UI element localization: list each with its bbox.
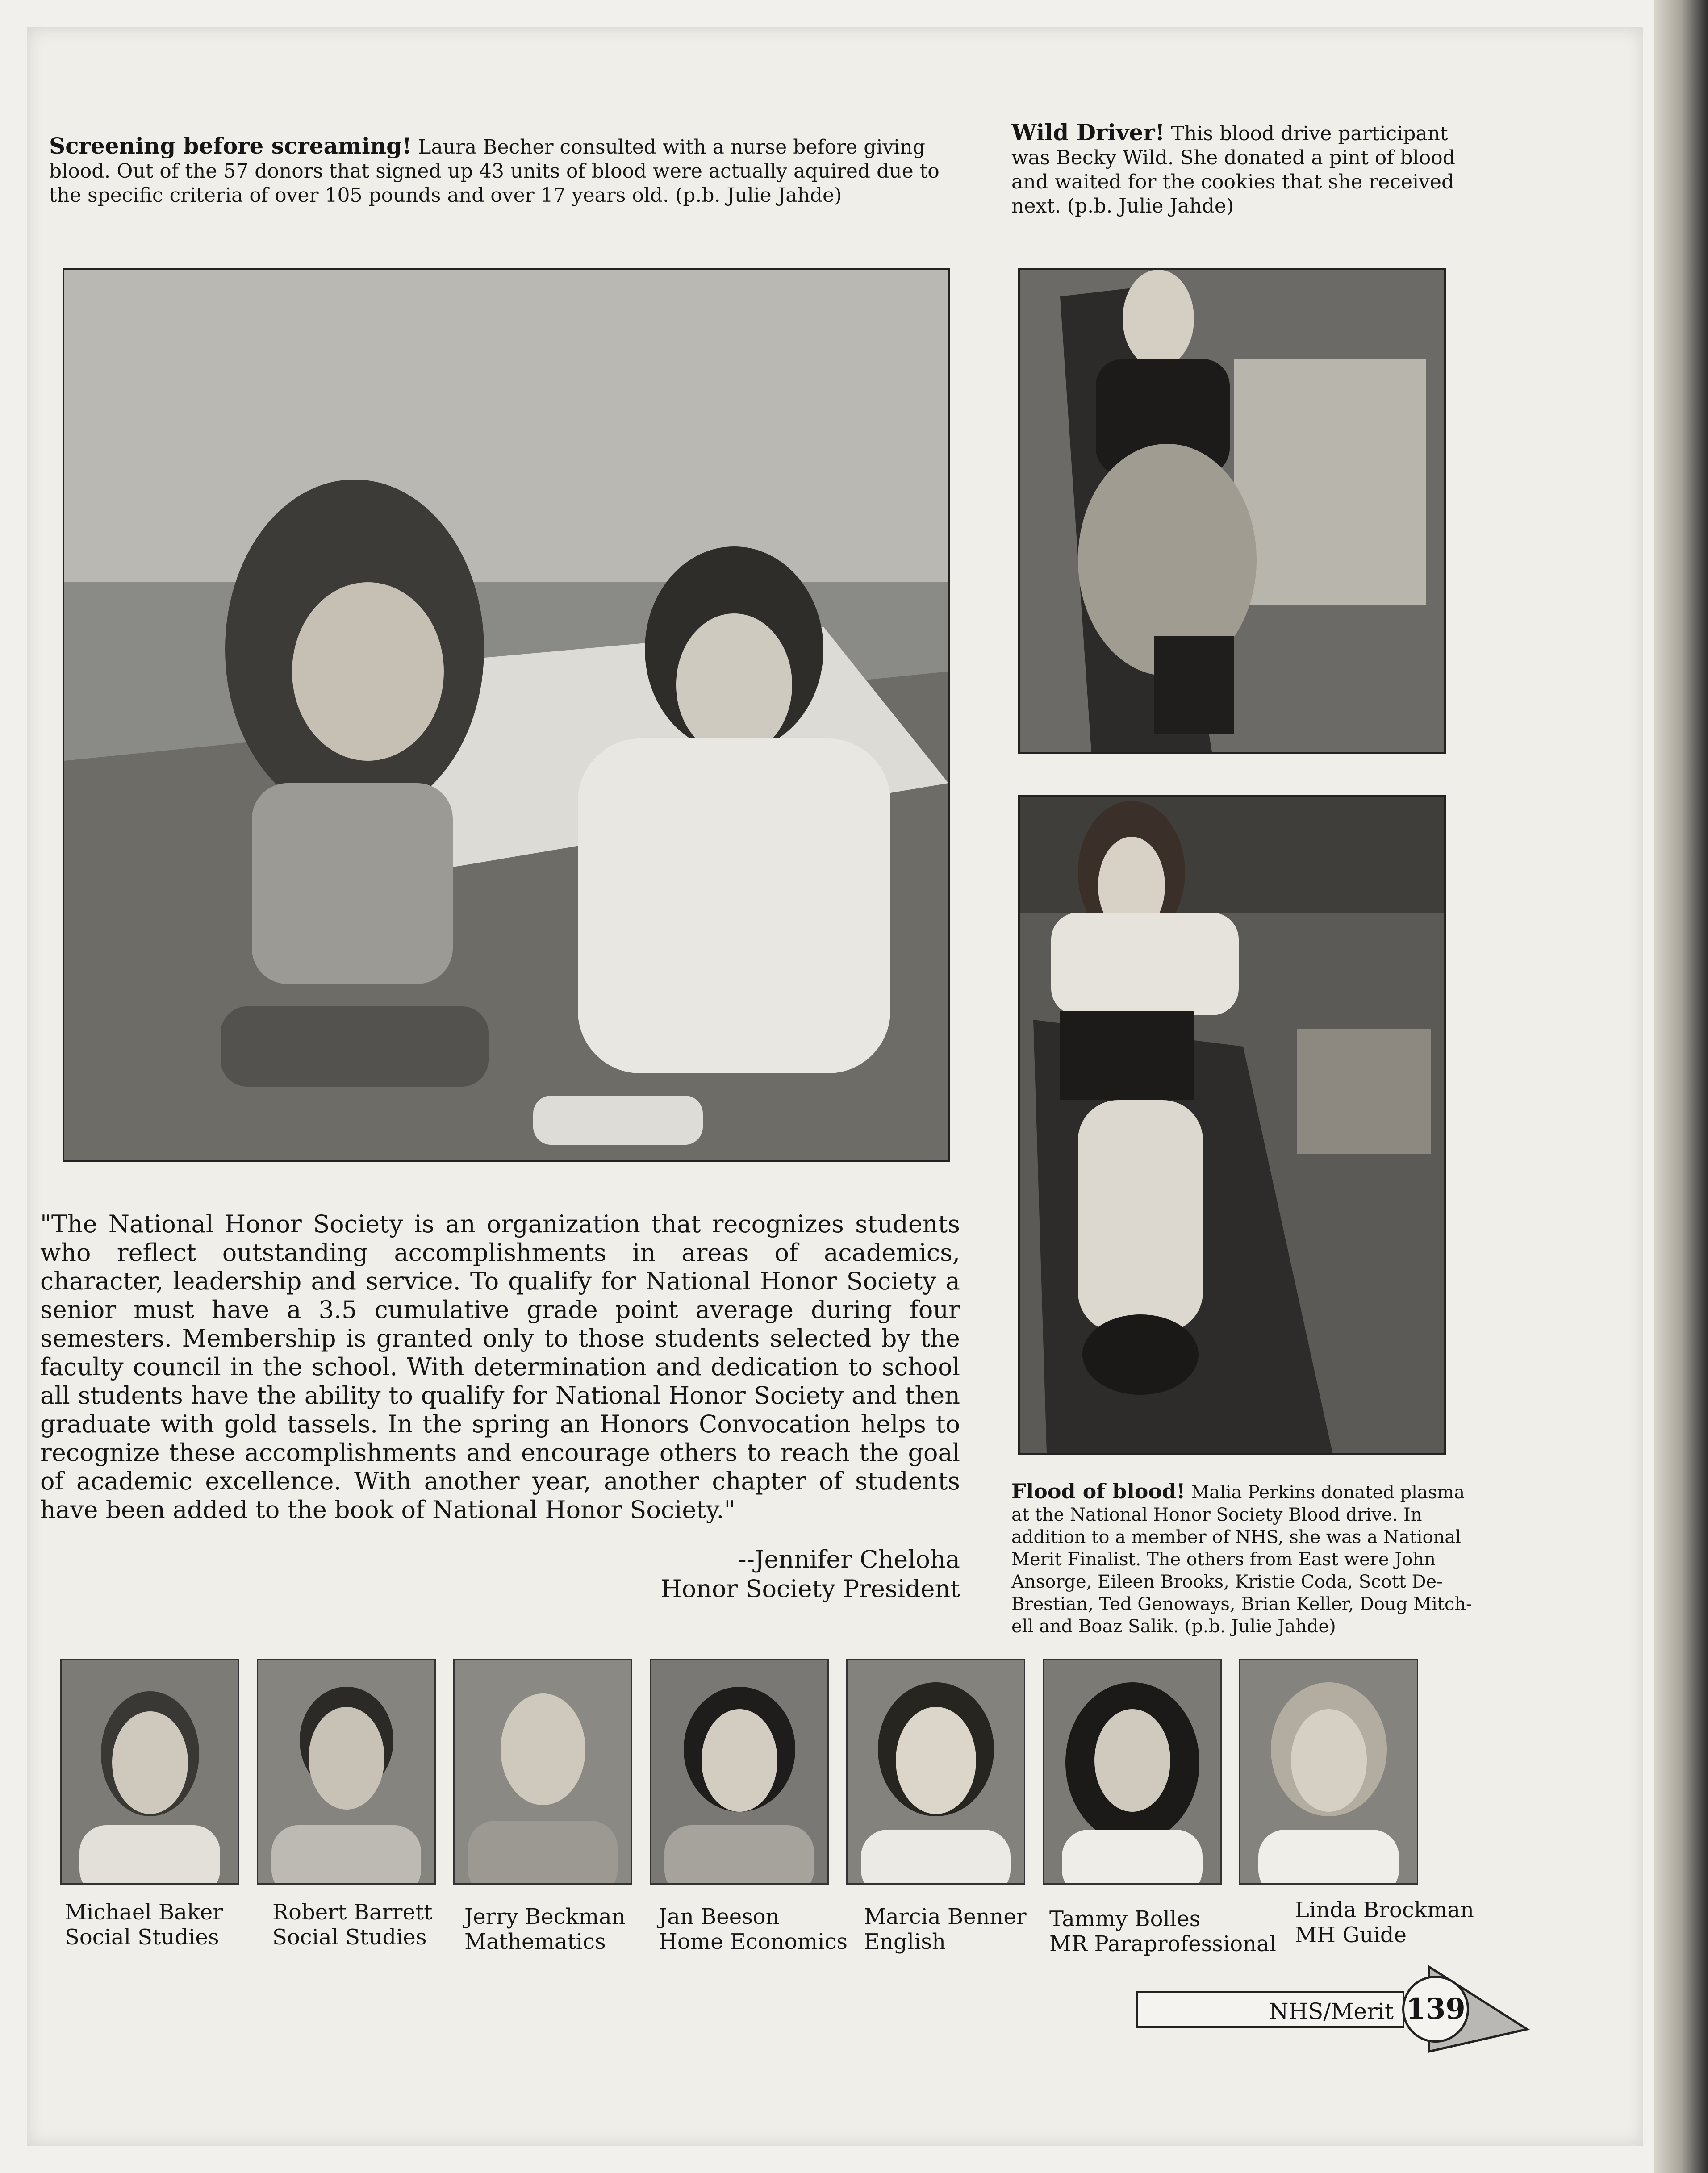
faculty-name: Michael Baker <box>65 1900 223 1925</box>
quote-author: --Jennifer Cheloha <box>738 1545 960 1573</box>
faculty-dept: MH Guide <box>1295 1923 1407 1948</box>
caption-heading: Flood of blood! <box>1011 1479 1186 1503</box>
faculty-label <box>272 1900 432 1950</box>
faculty-name: Marcia Benner <box>864 1904 1027 1929</box>
faculty-name: Jan Beeson <box>659 1904 780 1929</box>
caption-text: Laura Becher consulted with a nurse before giving blood. Out of the 57 donors that signed up 43 units of blood were actually aquired due to the specific criteria of over 105 pounds and over 17 years old. (p.b. Julie Jahde) <box>49 136 940 207</box>
photo-flood-of-blood <box>1018 795 1446 1455</box>
portrait-faculty <box>1239 1659 1418 1885</box>
caption-heading: Wild Driver! <box>1011 119 1165 146</box>
faculty-dept: Social Studies <box>272 1925 427 1950</box>
portrait-faculty <box>846 1659 1025 1885</box>
faculty-name: Tammy Bolles <box>1049 1906 1201 1931</box>
portrait-faculty <box>453 1659 632 1885</box>
caption-wild-driver <box>1011 121 1467 218</box>
portrait-faculty <box>650 1659 829 1885</box>
faculty-name: Linda Brockman <box>1295 1898 1474 1923</box>
caption-text: Malia Perkins donated plasma at the National Honor Society Blood drive. In addition to a member of NHS, she was a National Merit Finalist. The others from East were John Ansorge, Eileen Brooks, Kristie Coda, Scott De-Brestian, Ted Genoways, Brian Keller, Doug Mitch-ell and Boaz Salik. (p.b. Julie Jahde) <box>1011 1482 1472 1637</box>
quote-role: Honor Society President <box>660 1575 960 1603</box>
photo-wild-driver <box>1018 268 1446 754</box>
book-spine <box>1654 0 1708 2173</box>
portrait-faculty <box>1043 1659 1222 1885</box>
faculty-label <box>464 1904 626 1954</box>
faculty-dept: Home Economics <box>659 1929 848 1954</box>
faculty-label <box>1295 1898 1474 1948</box>
faculty-dept: Mathematics <box>464 1929 606 1954</box>
faculty-name: Robert Barrett <box>272 1900 433 1925</box>
faculty-label <box>659 1904 848 1954</box>
faculty-dept: MR Paraprofessional <box>1049 1931 1277 1956</box>
photo-screening <box>63 268 950 1162</box>
quote-signature <box>589 1545 960 1604</box>
nhs-quote: "The National Honor Society is an organization that recognizes students who reflect outstanding accomplishments in areas of academics, character, leadership and service. To qualify for National Honor Society a senior must have a 3.5 cumulative grade point average during four semesters. Membership is granted only to those students selected by the faculty council in the school. With determination and dedication to school all students have the ability to qualify for National Honor Society and then graduate with gold tassels. In the spring an Honors Convocation helps to recognize these accomplishments and encourage others to reach the goal of academic excellence. With another year, another chapter of students have been added to the book of National Honor Society." <box>40 1210 960 1524</box>
faculty-dept: Social Studies <box>65 1925 219 1950</box>
page-number: 139 <box>1402 1976 1469 2043</box>
portrait-faculty <box>257 1659 436 1885</box>
section-label: NHS/Merit <box>1136 1991 1404 2028</box>
faculty-label <box>864 1904 1027 1954</box>
faculty-dept: English <box>864 1929 946 1954</box>
faculty-label <box>1049 1906 1276 1956</box>
caption-heading: Screening before screaming! <box>49 133 412 159</box>
caption-text: This blood drive participant was Becky Wild. She donated a pint of blood and waited for the cookies that she received next. (p.b. Julie Jahde) <box>1011 122 1455 217</box>
caption-flood-of-blood <box>1011 1480 1476 1638</box>
caption-screening <box>49 134 969 208</box>
faculty-name: Jerry Beckman <box>464 1904 626 1929</box>
faculty-label <box>65 1900 223 1950</box>
portrait-faculty <box>60 1659 239 1885</box>
